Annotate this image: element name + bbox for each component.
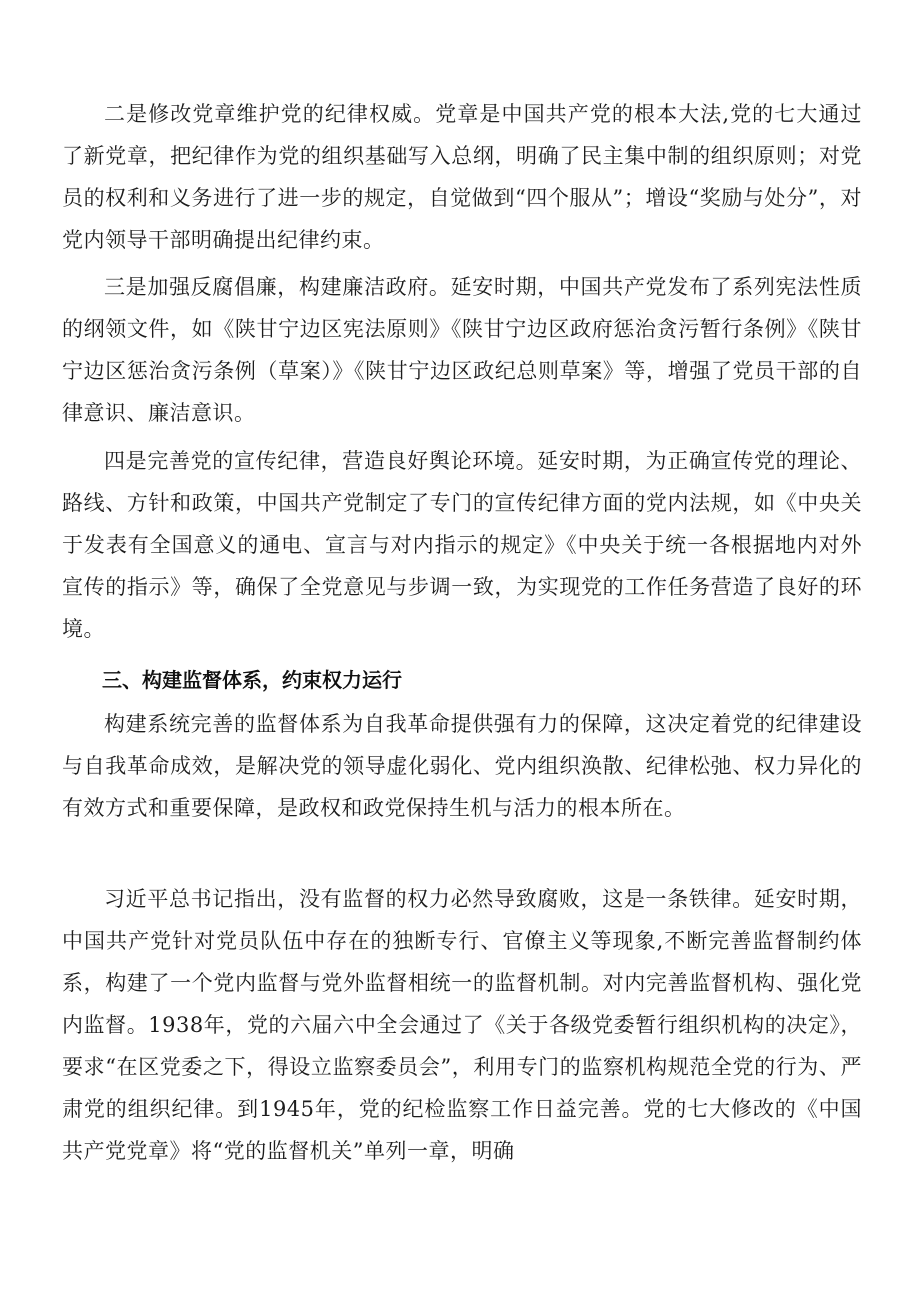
- paragraph-party-constitution: 二是修改党章维护党的纪律权威。党章是中国共产党的根本大法,党的七大通过了新党章，把纪律作为党的组织基础写入总纲，明确了民主集中制的组织原则；对党员的权利和义务进行了进一步的规定，自觉做到“四个服从”；增设“奖励与处分”，对党内领导干部明确提出纪律约束。: [62, 102, 862, 252]
- paragraph-anti-corruption: 三是加强反腐倡廉，构建廉洁政府。延安时期，中国共产党发布了系列宪法性质的纲领文件，如《陕甘宁边区宪法原则》《陕甘宁边区政府惩治贪污暂行条例》《陕甘宁边区惩治贪污条例（草案）》《陕甘宁边区政纪总则草案》等，增强了党员干部的自律意识、廉洁意识。: [62, 275, 862, 425]
- paragraph-propaganda-discipline: 四是完善党的宣传纪律，营造良好舆论环境。延安时期，为正确宣传党的理论、路线、方针和政策，中国共产党制定了专门的宣传纪律方面的党内法规，如《中央关于发表有全国意义的通电、宣言与对内指示的规定》《中央关于统一各根据地内对外宣传的指示》等，确保了全党意见与步调一致，为实现党的工作任务营造了良好的环境。: [62, 449, 862, 641]
- paragraph-supervision-system: 构建系统完善的监督体系为自我革命提供强有力的保障，这决定着党的纪律建设与自我革命成效，是解决党的领导虚化弱化、党内组织涣散、纪律松弛、权力异化的有效方式和重要保障，是政权和政党保持生机与活力的根本所在。: [62, 712, 862, 820]
- section-heading-supervision: 三、构建监督体系，约束权力运行: [102, 668, 402, 692]
- paragraph-supervision-history: 习近平总书记指出，没有监督的权力必然导致腐败，这是一条铁律。延安时期，中国共产党针对党员队伍中存在的独断专行、官僚主义等现象,不断完善监督制约体系，构建了一个党内监督与党外监督相统一的监督机制。对内完善监督机构、强化党内监督。1938年，党的六届六中全会通过了《关于各级党委暂行组织机构的决定》，要求“在区党委之下，得设立监察委员会”，利用专门的监察机构规范全党的行为、严肃党的组织纪律。到1945年，党的纪检监察工作日益完善。党的七大修改的《中国共产党党章》将“党的监督机关”单列一章，明确: [62, 887, 862, 1163]
